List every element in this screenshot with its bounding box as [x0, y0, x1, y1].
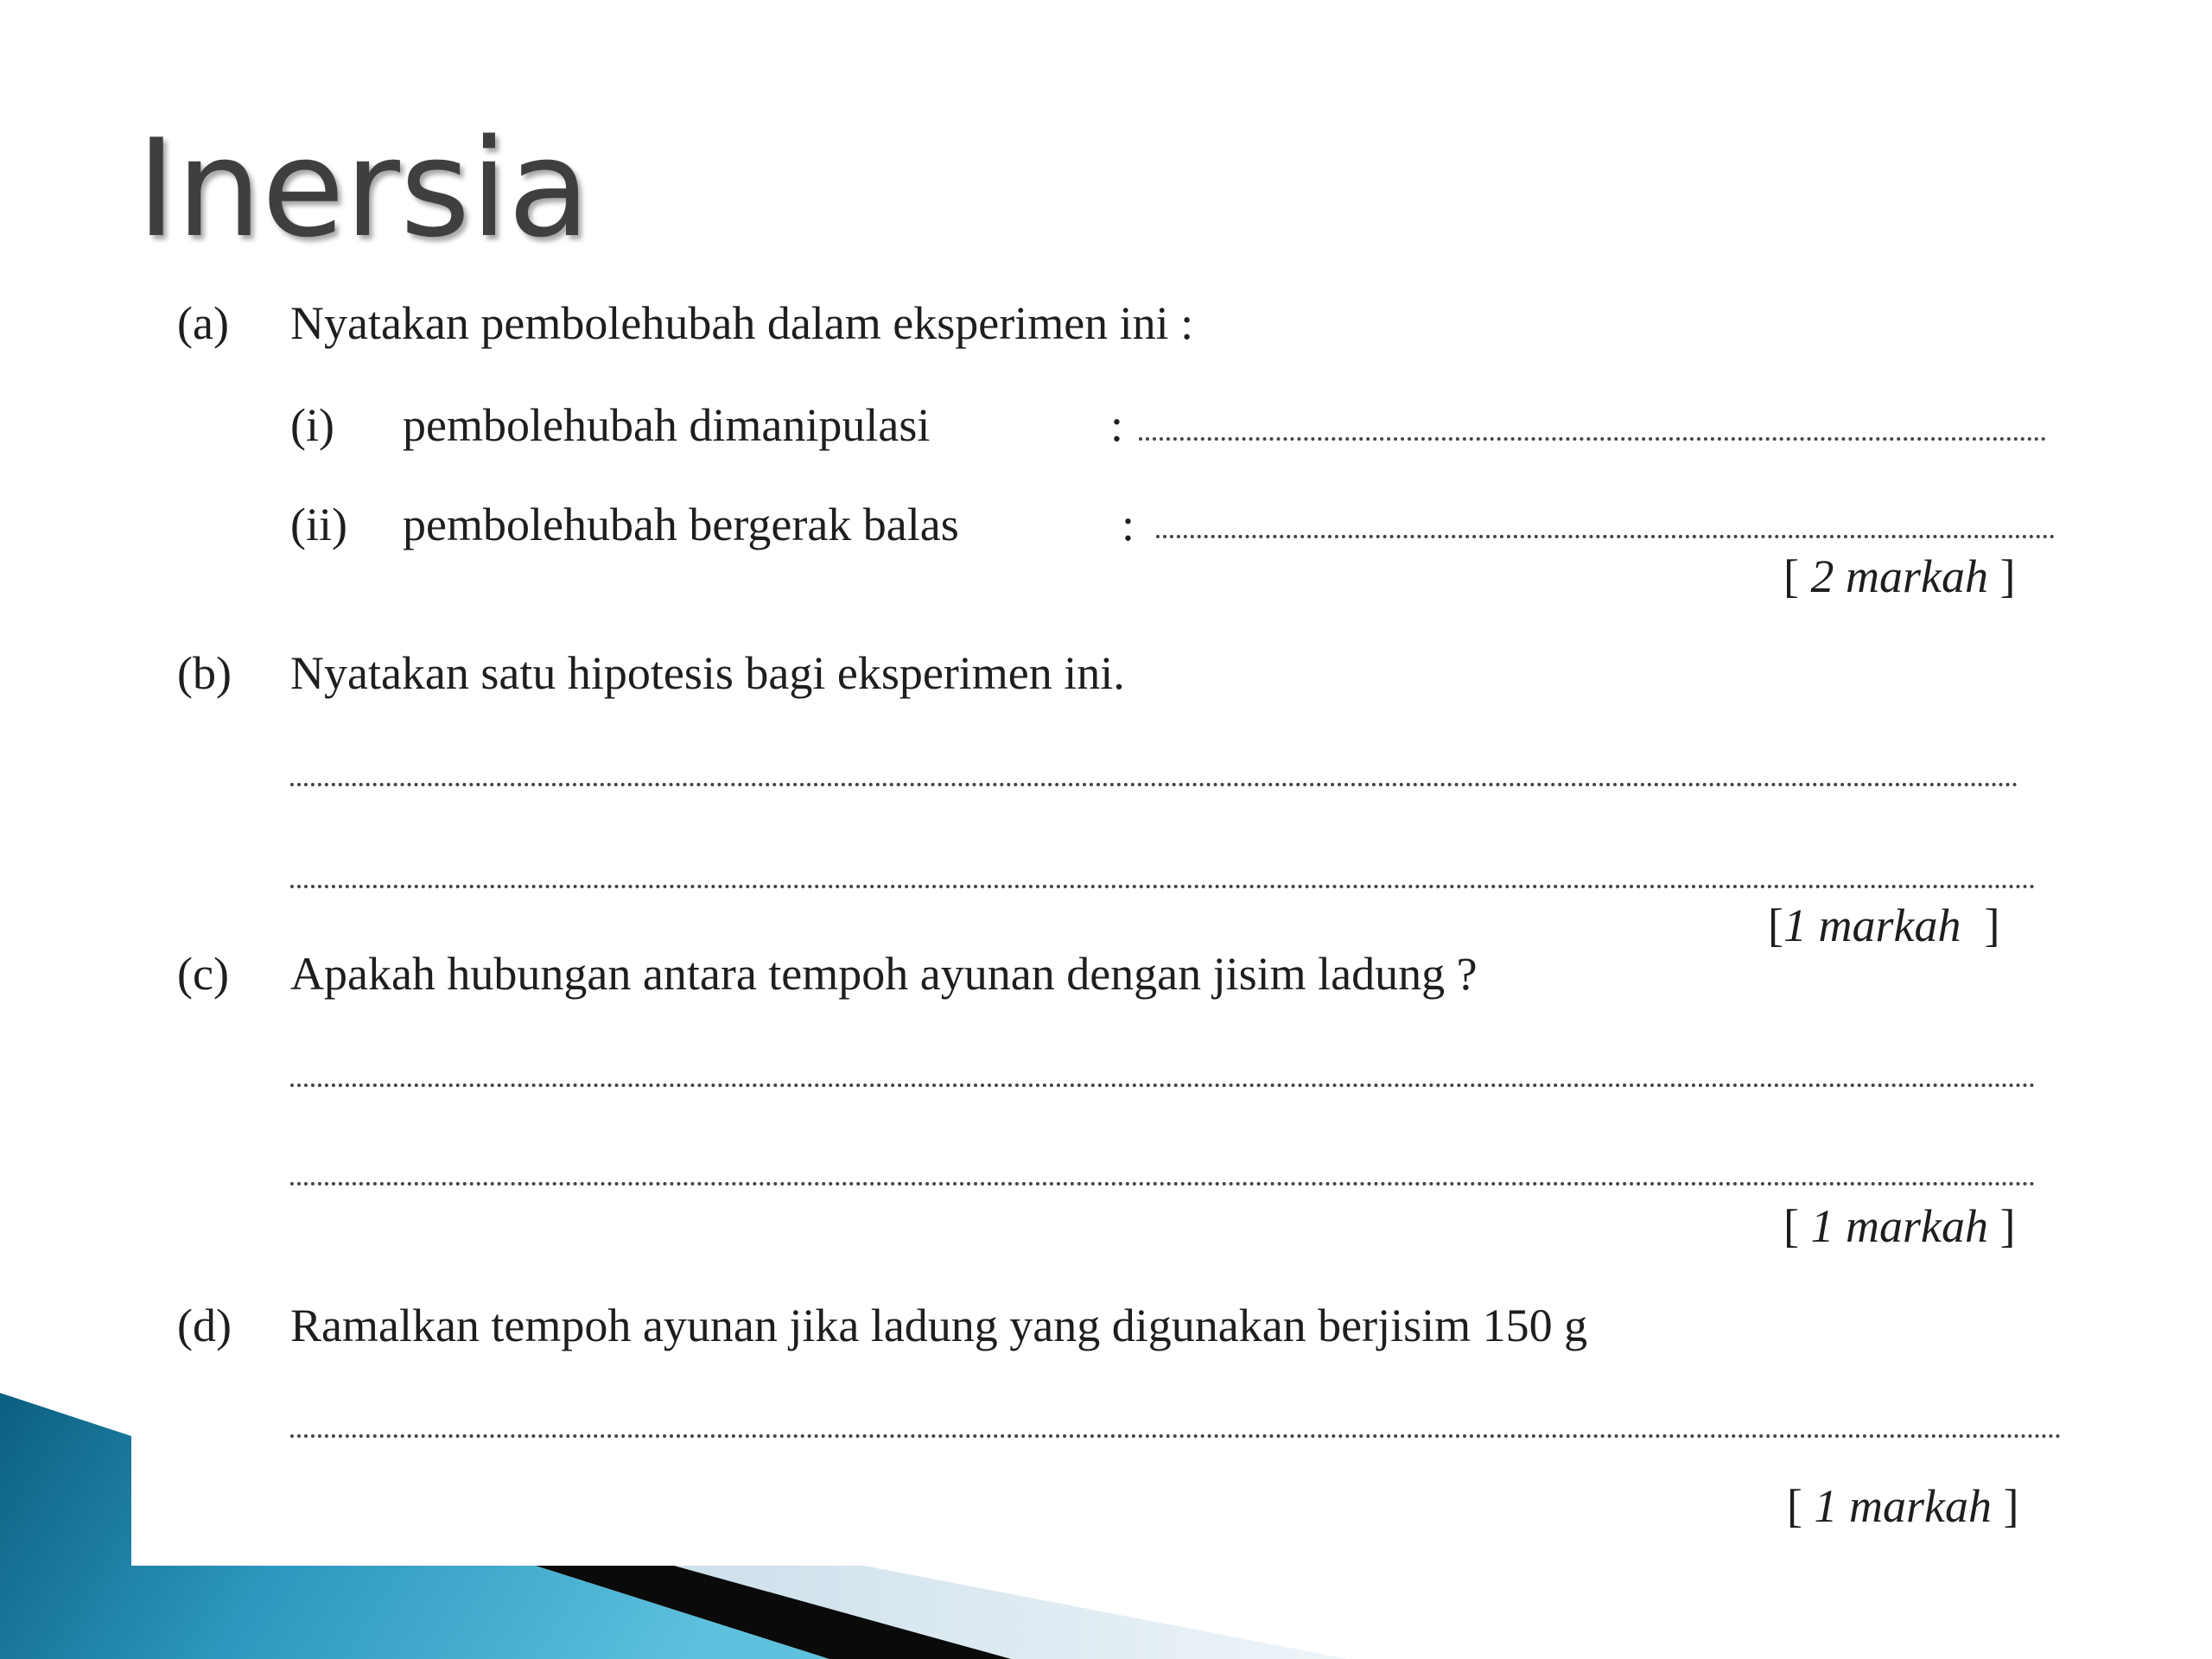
question-a-ii-text: pembolehubah bergerak balas [403, 499, 959, 550]
answer-line-b-2[interactable] [290, 885, 2036, 888]
marks-a-close: ] [1999, 550, 2016, 602]
marks-a-open: [ [1783, 550, 1799, 602]
question-c-text: Apakah hubungan antara tempoh ayunan dengan jisim ladung ? [290, 948, 1478, 1000]
answer-line-a-ii[interactable] [1156, 535, 2055, 538]
marks-d-text: 1 markah [1814, 1480, 1992, 1532]
marks-a-text: 2 markah [1810, 550, 1988, 602]
marks-c-open: [ [1783, 1200, 1799, 1252]
question-a-ii-colon: : [1122, 499, 1135, 550]
marks-b-open: [ [1768, 899, 1783, 951]
question-d-label: (d) [177, 1300, 232, 1351]
answer-line-b-1[interactable] [290, 783, 2018, 786]
marks-d-close: ] [2003, 1480, 2019, 1532]
question-d-text: Ramalkan tempoh ayunan jika ladung yang digunakan berjisim 150 g [290, 1300, 1588, 1351]
question-c-label: (c) [177, 948, 229, 1000]
question-a-i-label: (i) [290, 399, 334, 451]
question-a-ii-label: (ii) [290, 499, 347, 550]
question-a-i-text: pembolehubah dimanipulasi [403, 399, 931, 451]
marks-b-close: ] [1984, 899, 2000, 951]
question-a-text: Nyatakan pembolehubah dalam eksperimen ini : [290, 297, 1194, 349]
answer-line-c-1[interactable] [290, 1084, 2036, 1087]
answer-line-c-2[interactable] [290, 1182, 2036, 1185]
marks-b [1768, 899, 2000, 951]
slide-title: Inersia [137, 110, 591, 267]
answer-line-a-i[interactable] [1139, 437, 2046, 441]
marks-a [1783, 550, 2016, 602]
question-b-text: Nyatakan satu hipotesis bagi eksperimen ini. [290, 647, 1125, 699]
marks-c-close: ] [1999, 1200, 2016, 1252]
marks-b-text: 1 markah [1783, 899, 1961, 951]
marks-c [1783, 1200, 2016, 1252]
question-b-label: (b) [177, 647, 232, 699]
answer-line-d[interactable] [290, 1434, 2062, 1438]
question-a-label: (a) [177, 297, 229, 349]
marks-d-open: [ [1787, 1480, 1802, 1532]
marks-c-text: 1 markah [1810, 1200, 1988, 1252]
marks-d [1787, 1480, 2019, 1532]
question-a-i-colon: : [1110, 399, 1124, 451]
